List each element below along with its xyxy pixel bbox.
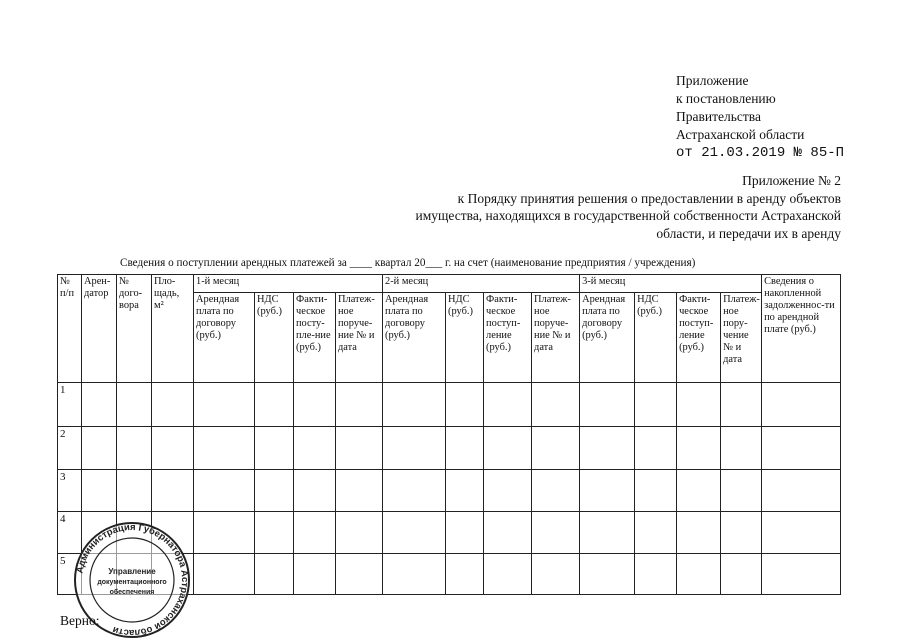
seal-line-2: документационного bbox=[97, 579, 167, 586]
m3-rent-header: Арендная плата по договору (руб.) bbox=[580, 293, 635, 383]
verno-label: Верно: bbox=[60, 613, 100, 628]
decree-date-number: от 21.03.2019 № 85-П bbox=[676, 145, 845, 161]
table-row bbox=[58, 383, 841, 427]
m2-order-header: Платеж-ное поруче-ние № и дата bbox=[532, 293, 580, 383]
seal-line-3: обеспечения bbox=[109, 589, 155, 596]
header-debt: Сведения о накопленной задолженнос-ти по арендной плате (руб.) bbox=[762, 275, 841, 383]
header-month-3: 3-й месяц bbox=[580, 275, 762, 293]
row-number: 1 bbox=[58, 383, 82, 427]
appendix-line-3: имущества, находящихся в государственной собственности Астраханской bbox=[415, 208, 841, 223]
header-month-2: 2-й месяц bbox=[383, 275, 580, 293]
row-number: 2 bbox=[58, 427, 82, 469]
header-area: Пло-щадь, м² bbox=[152, 275, 194, 383]
procedure-appendix-header bbox=[415, 172, 841, 242]
table-row bbox=[58, 469, 841, 511]
header-num: № п/п bbox=[58, 275, 82, 383]
header-line-1: Приложение bbox=[676, 73, 749, 88]
report-title: Сведения о поступлении арендных платежей за ____ квартал 20___ г. на счет (наименование предприятия / учреждения) bbox=[120, 257, 696, 269]
row-number: 3 bbox=[58, 469, 82, 511]
header-tenant: Арен-датор bbox=[82, 275, 117, 383]
m2-vat-header: НДС (руб.) bbox=[446, 293, 484, 383]
m2-rent-header: Арендная плата по договору (руб.) bbox=[383, 293, 446, 383]
appendix-line-1: Приложение № 2 bbox=[742, 173, 841, 188]
appendix-line-4: области, и передачи их в аренду bbox=[656, 225, 841, 241]
m2-actual-header: Факти-ческое поступ-ление (руб.) bbox=[484, 293, 532, 383]
m1-actual-header: Факти-ческое посту-пле-ние (руб.) bbox=[294, 293, 336, 383]
appendix-line-2: к Порядку принятия решения о предоставлении в аренду объектов bbox=[457, 190, 841, 206]
header-line-4: Астраханской области bbox=[676, 127, 805, 142]
header-line-3: Правительства bbox=[676, 109, 761, 124]
m1-order-header: Платеж-ное поруче-ние № и дата bbox=[336, 293, 383, 383]
row-number: 5 bbox=[58, 553, 82, 594]
m1-vat-header: НДС (руб.) bbox=[255, 293, 294, 383]
header-contract: № дого-вора bbox=[117, 275, 152, 383]
decree-appendix-header bbox=[676, 72, 844, 162]
m3-actual-header: Факти-ческое поступ-ление (руб.) bbox=[677, 293, 721, 383]
table-header-row bbox=[58, 275, 841, 293]
m1-rent-header: Арендная плата по договору (руб.) bbox=[194, 293, 255, 383]
header-month-1: 1-й месяц bbox=[194, 275, 383, 293]
seal-line-1: Управление bbox=[108, 567, 156, 576]
m3-order-header: Платеж-ное пору-чение № и дата bbox=[721, 293, 762, 383]
table-row bbox=[58, 427, 841, 469]
seal-outer-text: Администрация Губернатора Астраханской области bbox=[74, 521, 191, 639]
row-number: 4 bbox=[58, 511, 82, 553]
m3-vat-header: НДС (руб.) bbox=[635, 293, 677, 383]
header-line-2: к постановлению bbox=[676, 91, 776, 106]
